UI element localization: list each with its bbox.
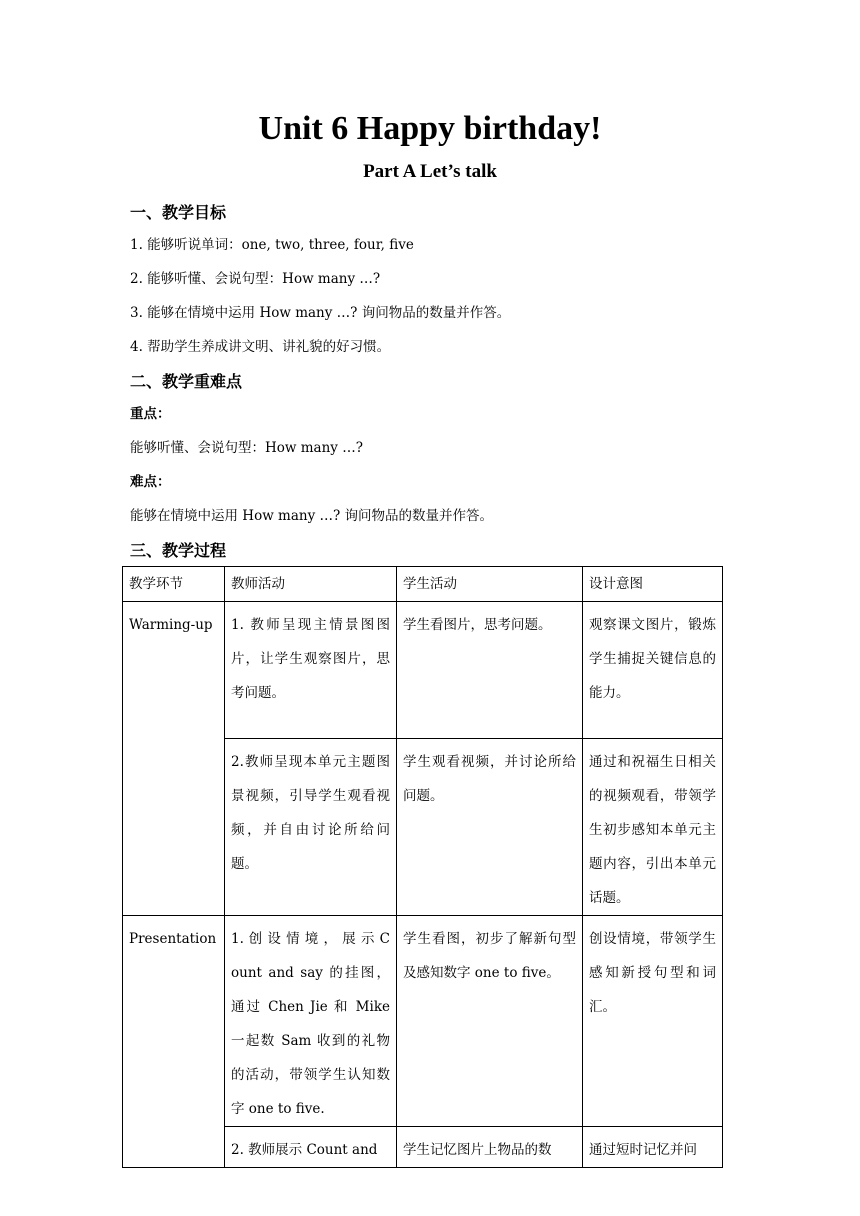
focus-label: 重点： <box>130 406 171 422</box>
teacher-activity-cell: 2.教师呈现本单元主题图景视频，引导学生观看视频，并自由讨论所给问题。 <box>225 739 397 916</box>
stage-cell: Warming-up <box>123 602 225 916</box>
teacher-activity-cell: 2. 教师展示 Count and <box>225 1127 397 1168</box>
design-intent-cell: 通过短时记忆并问 <box>583 1127 723 1168</box>
column-header-intent: 设计意图 <box>583 567 723 602</box>
document-title: Unit 6 Happy birthday! <box>258 110 602 147</box>
student-activity-cell: 学生记忆图片上物品的数 <box>397 1127 583 1168</box>
design-intent-cell: 创设情境，带领学生感知新授句型和词汇。 <box>583 916 723 1127</box>
goal-item: 1. 能够听说单词：one, two, three, four, five <box>130 237 414 253</box>
column-header-teacher: 教师活动 <box>225 567 397 602</box>
design-intent-cell: 观察课文图片，锻炼学生捕捉关键信息的能力。 <box>583 602 723 739</box>
stage-cell: Presentation <box>123 916 225 1168</box>
table-row <box>123 916 723 1127</box>
goal-item: 3. 能够在情境中运用 How many …? 询问物品的数量并作答。 <box>130 305 511 321</box>
student-activity-cell: 学生观看视频，并讨论所给问题。 <box>397 739 583 916</box>
teacher-activity-cell: 1. 创 设 情 境 ， 展 示 Count and say 的挂图，通过 Chen Jie 和 Mike 一起数 Sam 收到的礼物的活动，带领学生认知数字 one to five. <box>225 916 397 1127</box>
difficulty-text: 能够在情境中运用 How many …? 询问物品的数量并作答。 <box>130 508 494 524</box>
section-heading-goals: 一、教学目标 <box>130 203 227 222</box>
column-header-student: 学生活动 <box>397 567 583 602</box>
teacher-activity-cell: 1. 教师呈现主情景图图片，让学生观察图片，思考问题。 <box>225 602 397 739</box>
section-heading-process: 三、教学过程 <box>130 541 227 560</box>
section-heading-keypoints: 二、教学重难点 <box>130 372 243 391</box>
table-header-row <box>123 567 723 602</box>
focus-text: 能够听懂、会说句型：How many …? <box>130 440 363 456</box>
column-header-stage: 教学环节 <box>123 567 225 602</box>
student-activity-cell: 学生看图片，思考问题。 <box>397 602 583 739</box>
table-row <box>123 602 723 739</box>
goal-item: 2. 能够听懂、会说句型：How many …? <box>130 271 381 287</box>
design-intent-cell: 通过和祝福生日相关的视频观看，带领学生初步感知本单元主题内容，引出本单元话题。 <box>583 739 723 916</box>
difficulty-label: 难点： <box>130 474 171 490</box>
document-subtitle: Part A Let’s talk <box>363 161 497 182</box>
process-table <box>122 566 723 1168</box>
student-activity-cell: 学生看图，初步了解新句型及感知数字 one to five。 <box>397 916 583 1127</box>
goal-item: 4. 帮助学生养成讲文明、讲礼貌的好习惯。 <box>130 339 391 355</box>
